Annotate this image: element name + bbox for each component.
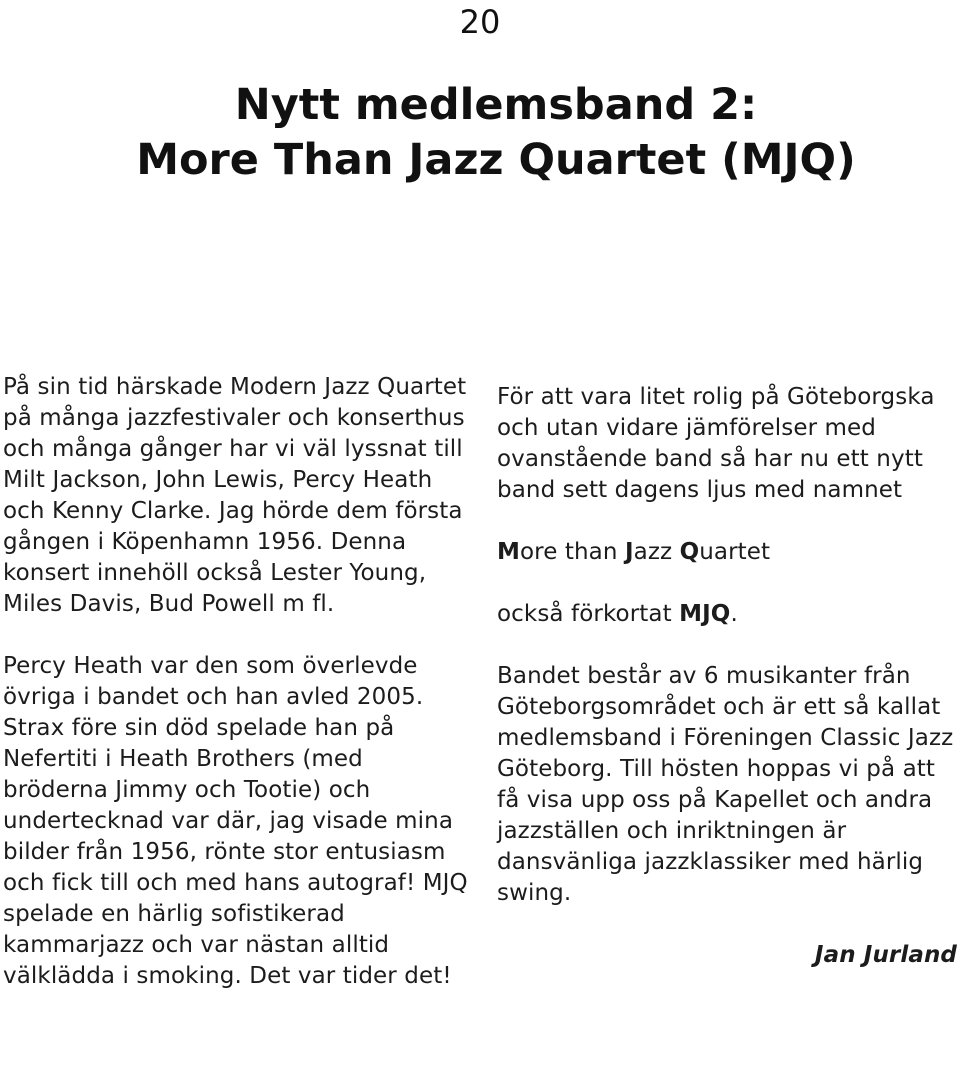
left-column xyxy=(3,372,471,992)
right-paragraph-3: Bandet består av 6 musikanter från Göteborgsområdet och är ett så kallat medlemsband i Föreningen Classic Jazz Göteborg. Till hösten hoppas vi på att få visa upp oss på Kapellet och andra jazzställen och inriktningen är dansvänliga jazzklassiker med härlig swing. xyxy=(497,663,954,906)
band-word-jazz: azz xyxy=(633,539,680,565)
left-paragraph-2: Percy Heath var den som överlevde övriga i bandet och han avled 2005. Strax före sin död spelade han på Nefertiti i Heath Brothers (med bröderna Jimmy och Tootie) och undertecknad var där, jag visade mina bilder från 1956, rönte stor entusiasm och fick till och med hans autograf! MJQ spelade en härlig sofistikerad kammarjazz och var nästan alltid välklädda i smoking. Det var tider det! xyxy=(3,653,468,989)
abbreviation-mjq: MJQ xyxy=(679,601,731,627)
band-initial-q: Q xyxy=(679,539,700,565)
right-column xyxy=(497,382,959,971)
band-word-quartet: uartet xyxy=(699,539,771,565)
band-name xyxy=(497,537,959,568)
band-word-more: ore than xyxy=(520,539,625,565)
left-paragraph-1: På sin tid härskade Modern Jazz Quartet på många jazzfestivaler och konserthus och många gånger har vi väl lyssnat till Milt Jackson, John Lewis, Percy Heath och Kenny Clarke. Jag hörde dem första gången i Köpenhamn 1956. Denna konsert innehöll också Lester Young, Miles Davis, Bud Powell m fl. xyxy=(3,374,467,617)
band-initial-m: M xyxy=(497,539,520,565)
abbreviation-suffix: . xyxy=(730,601,738,627)
author-signature: Jan Jurland xyxy=(814,942,957,968)
band-initial-j: J xyxy=(624,539,634,565)
right-paragraph-1: För att vara litet rolig på Göteborgska och utan vidare jämförelser med ovanstående band så har nu ett nytt band sett dagens ljus med namnet xyxy=(497,384,935,503)
article-title xyxy=(0,78,960,188)
abbreviation-prefix: också förkortat xyxy=(497,601,680,627)
abbreviation-line xyxy=(497,599,959,630)
title-line-2: More Than Jazz Quartet (MJQ) xyxy=(136,135,856,185)
page-number: 20 xyxy=(459,3,501,41)
title-line-1: Nytt medlemsband 2: xyxy=(234,80,758,130)
